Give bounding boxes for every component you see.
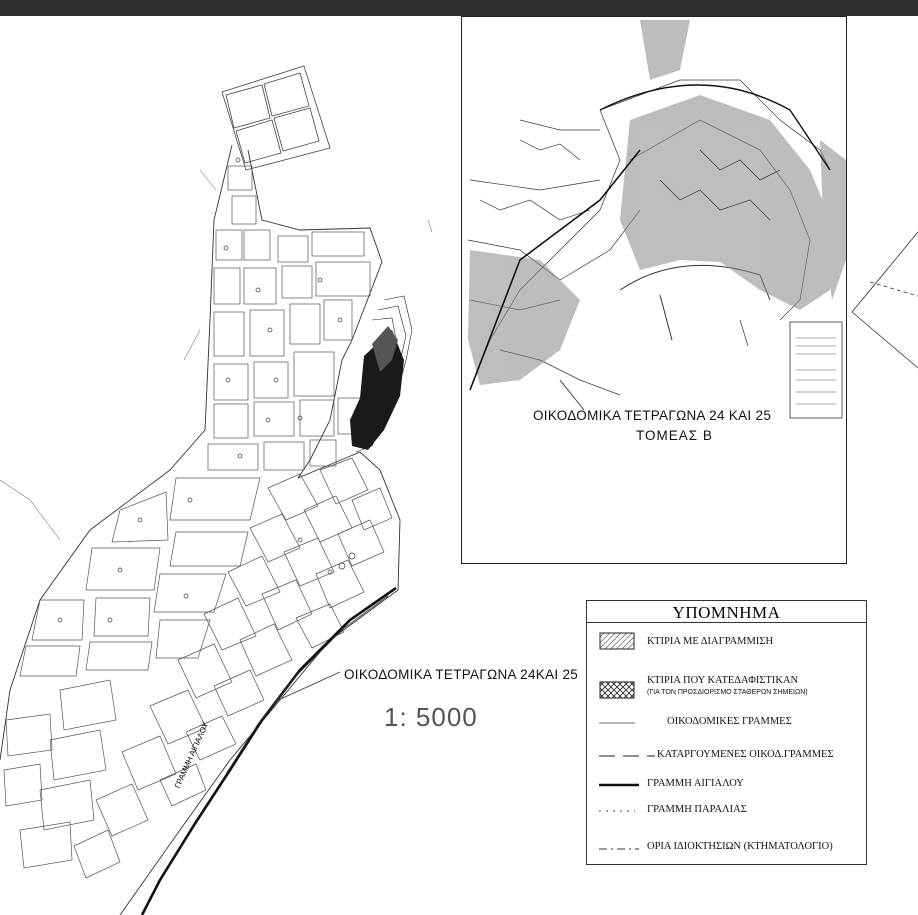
upper-town-blocks xyxy=(208,166,370,470)
building-line-icon xyxy=(599,719,635,727)
legend-item-label: ΟΙΚΟΔΟΜΙΚΕΣ ΓΡΑΜΜΕΣ xyxy=(667,716,792,727)
scale-label: 1: 5000 xyxy=(384,702,478,732)
coast-line xyxy=(142,588,396,915)
thick-line-icon xyxy=(599,781,639,789)
legend-item-label: ΓΡΑΜΜΗ ΑΙΓΙΑΛΟΥ xyxy=(647,778,744,789)
legend-item-label: ΚΑΤΑΡΓΟΥΜΕΝΕΣ ΟΙΚΟΔ.ΓΡΑΜΜΕΣ xyxy=(657,749,834,760)
legend-title: ΥΠΟΜΝΗΜΑ xyxy=(587,601,866,623)
coast-line-label: ΓΡΑΜΜΗ ΑΙΓΙΑΛΟΥ xyxy=(173,720,211,790)
dotted-line-icon xyxy=(599,807,635,815)
inset-sector-label: ΤΟΜΕΑΣ Β xyxy=(636,428,713,443)
blocks-label: ΟΙΚΟΔΟΜΙΚΑ ΤΕΤΡΑΓΩΝΑ 24ΚΑΙ 25 xyxy=(344,667,579,682)
legend-item-label: ΚΤΙΡΙΑ ΜΕ ΔΙΑΓΡΑΜΜΙΣΗ xyxy=(647,636,774,647)
dashed-line-icon xyxy=(599,752,655,760)
inset-label: ΟΙΚΟΔΟΜΙΚΑ ΤΕΤΡΑΓΩΝΑ 24 ΚΑΙ 25 xyxy=(533,408,772,423)
hatched-box-icon xyxy=(599,632,635,650)
legend-item-label: ΚΤΙΡΙΑ ΠΟΥ ΚΑΤΕΔΑΦΙΣΤΙΚΑΝ xyxy=(647,675,799,686)
dash-dot-line-icon xyxy=(599,845,639,853)
lower-district-grid xyxy=(4,458,392,878)
legend xyxy=(586,600,867,865)
legend-item-label: ΟΡΙΑ ΙΔΙΟΚΤΗΣΙΩΝ (ΚΤΗΜΑΤΟΛΟΓΙΟ) xyxy=(647,841,833,852)
north-blocks xyxy=(222,66,330,170)
legend-item-label: ΓΡΑΜΜΗ ΠΑΡΑΛΙΑΣ xyxy=(647,804,747,815)
crosshatched-box-icon xyxy=(599,681,635,699)
edge-diamond xyxy=(852,232,918,368)
legend-item-sublabel: (ΓΙΑ ΤΟΝ ΠΡΟΣΔΙΟΡΙΣΜΟ ΣΤΑΘΕΡΩΝ ΣΗΜΕΙΩΝ) xyxy=(647,689,808,696)
main-town-outline xyxy=(0,145,400,915)
viewer-top-bar xyxy=(0,0,918,16)
inset-frame xyxy=(461,16,847,564)
